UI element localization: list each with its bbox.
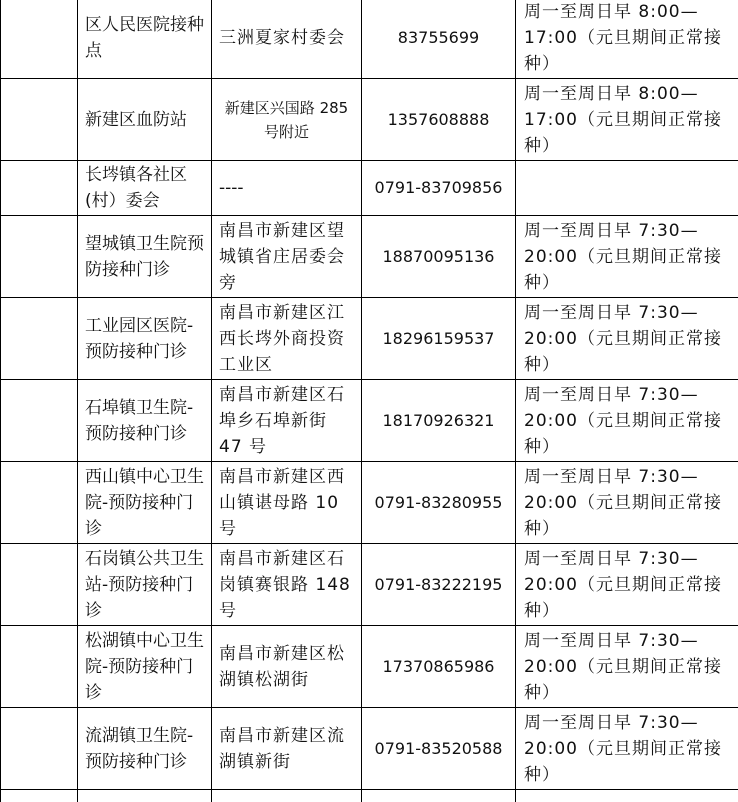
- address-cell: 南昌市新建区松湖镇松湖街: [212, 626, 362, 708]
- address-cell: 南昌市新建区望城镇省庄居委会旁: [212, 216, 362, 298]
- table-row: [1, 708, 738, 790]
- index-cell: [1, 216, 78, 298]
- table-row: [1, 161, 738, 216]
- site-name-cell: 工业园区医院-预防接种门诊: [78, 298, 212, 380]
- index-cell: [1, 298, 78, 380]
- index-cell: [1, 626, 78, 708]
- site-name-cell: 石埠镇卫生院-预防接种门诊: [78, 380, 212, 462]
- phone-cell: 0791-83222195: [362, 544, 516, 626]
- hours-cell: 周一至周日早 7:30—20:00（元旦期间正常接种）: [516, 216, 738, 298]
- table-row: [1, 79, 738, 161]
- site-name-cell: 新建区血防站: [78, 79, 212, 161]
- index-cell: [1, 708, 78, 790]
- site-name-cell: 长埁镇各社区(村）委会: [78, 161, 212, 216]
- address-cell: 南昌市新建区江西长埁外商投资工业区: [212, 298, 362, 380]
- hours-cell: 周一至周日早 7:30—20:00（元旦期间正常接种）: [516, 462, 738, 544]
- hours-cell: 周一至周日早 7:30—20:00（元旦期间正常接种）: [516, 708, 738, 790]
- address-cell: 新建区兴国路 285 号附近: [212, 79, 362, 161]
- phone-cell: 0791-83280955: [362, 462, 516, 544]
- table-row: [1, 298, 738, 380]
- phone-cell: 18170926321: [362, 380, 516, 462]
- phone-cell: 83755699: [362, 0, 516, 79]
- table-row: [1, 544, 738, 626]
- phone-cell: 17370865986: [362, 626, 516, 708]
- phone-cell: 18870095136: [362, 216, 516, 298]
- hours-cell: [516, 161, 738, 216]
- index-cell: [1, 462, 78, 544]
- hours-cell: 周一至周日早 7:30—20:00（元旦期间正常接种）: [516, 298, 738, 380]
- table-row: [1, 0, 738, 79]
- site-name-cell: 望城镇卫生院预防接种门诊: [78, 216, 212, 298]
- hours-cell: 周一至周日早 7:30—20:00（元旦期间正常接种）: [516, 544, 738, 626]
- site-name-cell: 西山镇中心卫生院-预防接种门诊: [78, 462, 212, 544]
- table-row: [1, 380, 738, 462]
- table-row: [1, 626, 738, 708]
- phone-cell: 0791-83709856: [362, 161, 516, 216]
- hours-cell: 周一至周日早 8:00—17:00（元旦期间正常接种）: [516, 79, 738, 161]
- address-cell: 南昌市新建区石岗镇赛银路 148 号: [212, 544, 362, 626]
- address-cell: 南昌市新建区石埠乡石埠新街 47 号: [212, 380, 362, 462]
- hours-cell: 周一至周日早 8:00—17:00（元旦期间正常接种）: [516, 0, 738, 79]
- phone-cell: 18296159537: [362, 298, 516, 380]
- phone-cell: 0791-83520588: [362, 708, 516, 790]
- address-cell: 南昌市新建区流湖镇新街: [212, 708, 362, 790]
- index-cell: [1, 161, 78, 216]
- site-name-cell: 区人民医院接种点: [78, 0, 212, 79]
- index-cell: [1, 380, 78, 462]
- site-name-cell: 松湖镇中心卫生院-预防接种门诊: [78, 626, 212, 708]
- table-row: [1, 216, 738, 298]
- hours-cell: 周一至周日早 7:30—20:00（元旦期间正常接种）: [516, 380, 738, 462]
- index-cell: [1, 79, 78, 161]
- site-name-cell: 流湖镇卫生院-预防接种门诊: [78, 708, 212, 790]
- hours-cell: 周一至周日早 7:30—20:00（元旦期间正常接种）: [516, 626, 738, 708]
- address-cell: 三洲夏家村委会: [212, 0, 362, 79]
- index-cell: [1, 0, 78, 79]
- table-row: [1, 462, 738, 544]
- address-cell: 南昌市新建区西山镇谌母路 10 号: [212, 462, 362, 544]
- phone-cell: 1357608888: [362, 79, 516, 161]
- site-name-cell: 石岗镇公共卫生站-预防接种门诊: [78, 544, 212, 626]
- index-cell: [1, 544, 78, 626]
- address-cell: ----: [212, 161, 362, 216]
